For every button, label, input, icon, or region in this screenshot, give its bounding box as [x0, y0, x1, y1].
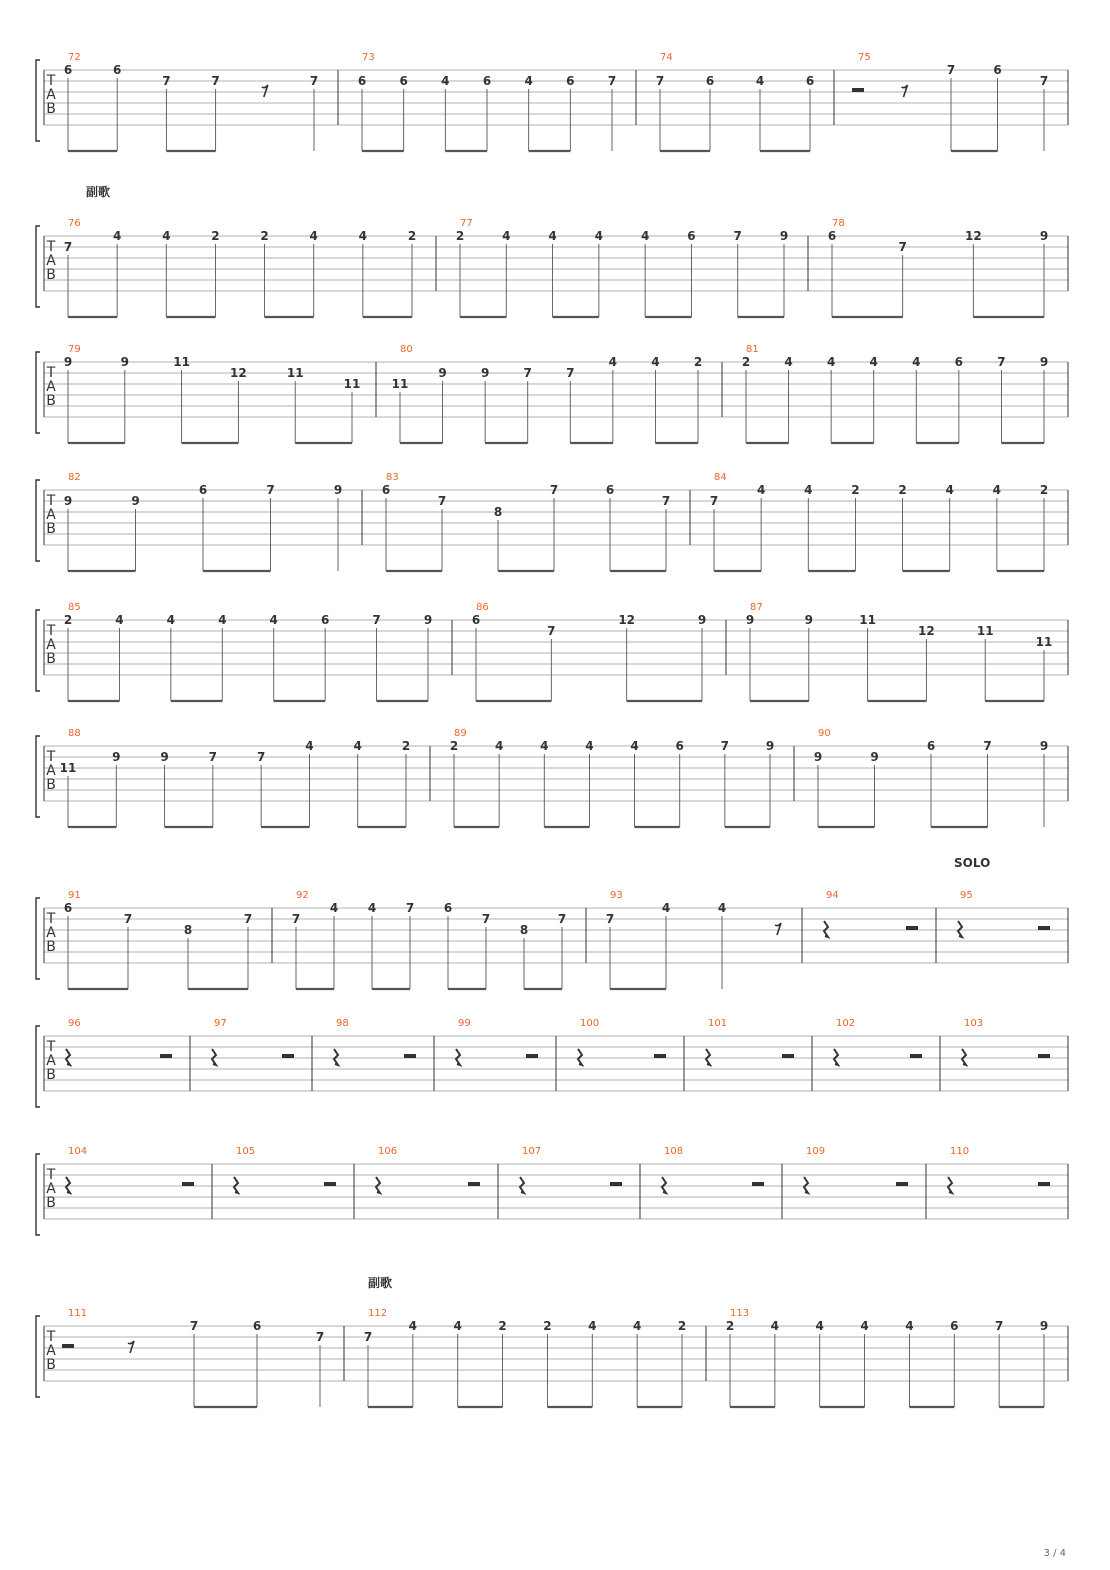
system-bracket: [36, 1316, 40, 1397]
measure-number: 76: [68, 218, 81, 229]
fret-number: 8: [519, 923, 529, 937]
measure-number: 102: [836, 1018, 856, 1029]
fret-number: 6: [113, 63, 122, 77]
fret-number: 7: [162, 74, 171, 88]
fret-number: 2: [851, 483, 860, 497]
fret-number: 12: [918, 624, 935, 638]
fret-number: 6: [399, 74, 408, 88]
fret-number: 4: [548, 229, 557, 243]
half-rest: [182, 1182, 194, 1186]
quarter-rest: [520, 1177, 524, 1193]
fret-number: 7: [291, 912, 301, 926]
tab-clef-letter: A: [46, 253, 56, 269]
tab-clef-letter: A: [46, 1053, 56, 1069]
half-rest: [404, 1054, 416, 1058]
tab-clef-letter: B: [46, 777, 56, 793]
fret-number: 4: [630, 739, 639, 753]
fret-number: 6: [63, 901, 73, 915]
tab-clef-letter: B: [46, 1195, 56, 1211]
fret-number: 9: [438, 366, 447, 380]
fret-number: 4: [869, 355, 878, 369]
fret-number: 7: [309, 74, 319, 88]
tab-clef-letter: A: [46, 1343, 56, 1359]
fret-number: 4: [218, 613, 227, 627]
tab-clef-letter: T: [46, 365, 56, 381]
tab-clef-letter: A: [46, 1181, 56, 1197]
tab-system: [36, 602, 1068, 701]
fret-number: 7: [547, 624, 556, 638]
quarter-rest: [962, 1049, 966, 1065]
fret-number: 9: [120, 355, 129, 369]
fret-number: 6: [357, 74, 367, 88]
tab-clef-letter: A: [46, 637, 56, 653]
measure-number: 73: [362, 52, 375, 63]
measure-number: 80: [400, 344, 413, 355]
fret-number: 2: [401, 739, 411, 753]
fret-number: 4: [770, 1319, 780, 1333]
fret-number: 11: [1035, 635, 1053, 649]
fret-number: 7: [983, 739, 992, 753]
eighth-rest: [902, 85, 908, 97]
fret-number: 7: [607, 74, 617, 88]
system-bracket: [36, 226, 40, 307]
fret-number: 4: [353, 739, 362, 753]
fret-number: 9: [1039, 355, 1049, 369]
tab-clef-letter: A: [46, 925, 56, 941]
fret-number: 6: [805, 74, 815, 88]
half-rest: [852, 88, 864, 92]
half-rest: [282, 1054, 294, 1058]
section-label-chorus-2: 副歌: [368, 1276, 393, 1290]
fret-number: 2: [725, 1319, 735, 1333]
measure-number: 108: [664, 1146, 684, 1157]
measure-number: 104: [68, 1146, 88, 1157]
tab-clef-letter: T: [46, 239, 56, 255]
fret-number: 9: [131, 494, 140, 508]
fret-number: 8: [183, 923, 193, 937]
fret-number: 4: [632, 1319, 642, 1333]
measure-number: 109: [806, 1146, 826, 1157]
quarter-rest: [234, 1177, 238, 1193]
fret-number: 9: [333, 483, 343, 497]
fret-number: 9: [813, 750, 823, 764]
measure-number: 111: [68, 1308, 88, 1319]
tab-clef-letter: A: [46, 507, 56, 523]
measure-number: 82: [68, 472, 81, 483]
measure-number: 98: [336, 1018, 349, 1029]
fret-number: 4: [905, 1319, 914, 1333]
fret-number: 7: [363, 1330, 373, 1344]
fret-number: 2: [1039, 483, 1049, 497]
fret-number: 4: [305, 739, 314, 753]
fret-number: 9: [870, 750, 879, 764]
fret-number: 7: [898, 240, 907, 254]
fret-number: 2: [260, 229, 269, 243]
page-number: 3 / 4: [1043, 1548, 1066, 1559]
fret-number: 2: [455, 229, 465, 243]
system-bracket: [36, 1026, 40, 1107]
fret-number: 4: [309, 229, 318, 243]
fret-number: 4: [115, 613, 124, 627]
fret-number: 9: [160, 750, 169, 764]
section-label-chorus-1: 副歌: [86, 185, 111, 199]
tab-clef-letter: B: [46, 651, 56, 667]
fret-number: 2: [741, 355, 751, 369]
fret-number: 7: [566, 366, 575, 380]
quarter-rest: [456, 1049, 460, 1065]
fret-number: 2: [407, 229, 417, 243]
eighth-rest: [262, 85, 268, 97]
fret-number: 4: [367, 901, 377, 915]
fret-number: 7: [523, 366, 532, 380]
quarter-rest: [376, 1177, 380, 1193]
fret-number: 9: [63, 355, 73, 369]
fret-number: 7: [997, 355, 1006, 369]
fret-number: 9: [804, 613, 813, 627]
measure-number: 75: [858, 52, 871, 63]
fret-number: 9: [697, 613, 707, 627]
fret-number: 9: [1039, 229, 1049, 243]
fret-number: 6: [320, 613, 330, 627]
measure-number: 106: [378, 1146, 398, 1157]
half-rest: [160, 1054, 172, 1058]
fret-number: 7: [256, 750, 266, 764]
fret-number: 4: [594, 229, 604, 243]
fret-number: 2: [449, 739, 459, 753]
half-rest: [782, 1054, 794, 1058]
fret-number: 9: [765, 739, 775, 753]
fret-number: 4: [494, 739, 504, 753]
fret-number: 6: [605, 483, 615, 497]
measure-number: 86: [476, 602, 489, 613]
fret-number: 9: [112, 750, 121, 764]
quarter-rest: [66, 1049, 70, 1065]
system-bracket: [36, 352, 40, 433]
fret-number: 2: [498, 1319, 507, 1333]
quarter-rest: [334, 1049, 338, 1065]
measure-number: 105: [236, 1146, 256, 1157]
tab-system: [36, 52, 1068, 151]
tab-clef-letter: B: [46, 939, 56, 955]
fret-number: 6: [252, 1319, 262, 1333]
tab-clef-letter: B: [46, 393, 56, 409]
half-rest: [896, 1182, 908, 1186]
measure-number: 99: [458, 1018, 471, 1029]
measure-number: 85: [68, 602, 81, 613]
half-rest: [654, 1054, 666, 1058]
fret-number: 4: [358, 229, 368, 243]
fret-number: 4: [992, 483, 1002, 497]
half-rest: [906, 926, 918, 930]
fret-number: 4: [815, 1319, 824, 1333]
measure-number: 78: [832, 218, 845, 229]
tab-clef-letter: T: [46, 1039, 56, 1055]
fret-number: 6: [381, 483, 391, 497]
fret-number: 4: [112, 229, 122, 243]
tab-system: [36, 890, 1068, 989]
half-rest: [752, 1182, 764, 1186]
tab-clef-letter: T: [46, 493, 56, 509]
measure-number: 72: [68, 52, 81, 63]
measure-number: 112: [368, 1308, 388, 1319]
system-bracket: [36, 736, 40, 817]
fret-number: 6: [954, 355, 964, 369]
system-bracket: [36, 480, 40, 561]
tab-clef-letter: T: [46, 73, 56, 89]
fret-number: 7: [709, 494, 719, 508]
fret-number: 6: [443, 901, 453, 915]
fret-number: 11: [976, 624, 994, 638]
half-rest: [324, 1182, 336, 1186]
fret-number: 4: [269, 613, 278, 627]
fret-number: 7: [315, 1330, 325, 1344]
measure-number: 89: [454, 728, 467, 739]
fret-number: 7: [405, 901, 415, 915]
fret-number: 4: [524, 74, 533, 88]
quarter-rest: [66, 1177, 70, 1193]
fret-number: 7: [605, 912, 615, 926]
fret-number: 7: [946, 63, 956, 77]
fret-number: 11: [59, 761, 77, 775]
fret-number: 2: [693, 355, 703, 369]
fret-number: 9: [1039, 739, 1049, 753]
half-rest: [610, 1182, 622, 1186]
measure-number: 90: [818, 728, 831, 739]
quarter-rest: [958, 921, 962, 937]
system-bracket: [36, 610, 40, 691]
measure-number: 110: [950, 1146, 970, 1157]
tab-system: [36, 1146, 1068, 1235]
fret-number: 7: [994, 1319, 1004, 1333]
tab-clef-letter: B: [46, 267, 56, 283]
fret-number: 6: [482, 74, 492, 88]
quarter-rest: [948, 1177, 952, 1193]
fret-number: 4: [453, 1319, 462, 1333]
measure-number: 103: [964, 1018, 984, 1029]
measure-number: 91: [68, 890, 81, 901]
quarter-rest: [834, 1049, 838, 1065]
fret-number: 11: [286, 366, 304, 380]
fret-number: 12: [230, 366, 247, 380]
half-rest: [1038, 1054, 1050, 1058]
fret-number: 7: [63, 240, 73, 254]
tab-clef-letter: T: [46, 1167, 56, 1183]
quarter-rest: [662, 1177, 666, 1193]
tab-clef-letter: T: [46, 749, 56, 765]
measure-number: 100: [580, 1018, 600, 1029]
tab-system: [36, 1018, 1068, 1107]
fret-number: 6: [950, 1319, 959, 1333]
fret-number: 11: [173, 355, 190, 369]
fret-number: 4: [912, 355, 921, 369]
half-rest: [468, 1182, 480, 1186]
quarter-rest: [578, 1049, 582, 1065]
quarter-rest: [706, 1049, 710, 1065]
half-rest: [62, 1344, 74, 1348]
tab-clef-letter: A: [46, 87, 56, 103]
measure-number: 81: [746, 344, 759, 355]
fret-number: 7: [189, 1319, 199, 1333]
fret-number: 6: [63, 63, 73, 77]
quarter-rest: [824, 921, 828, 937]
fret-number: 6: [926, 739, 936, 753]
fret-number: 7: [266, 483, 275, 497]
measure-number: 79: [68, 344, 81, 355]
measure-number: 87: [750, 602, 763, 613]
fret-number: 9: [1039, 1319, 1049, 1333]
measure-number: 107: [522, 1146, 542, 1157]
measure-number: 88: [68, 728, 81, 739]
tab-clef-letter: B: [46, 1357, 56, 1373]
fret-number: 7: [655, 74, 665, 88]
system-bracket: [36, 1154, 40, 1235]
measure-number: 95: [960, 890, 973, 901]
fret-number: 7: [1039, 74, 1049, 88]
fret-number: 4: [162, 229, 171, 243]
measure-number: 84: [714, 472, 727, 483]
half-rest: [526, 1054, 538, 1058]
fret-number: 7: [243, 912, 253, 926]
fret-number: 6: [705, 74, 715, 88]
fret-number: 7: [720, 739, 730, 753]
fret-number: 9: [63, 494, 73, 508]
fret-number: 9: [745, 613, 755, 627]
tab-system: [36, 728, 1068, 827]
fret-number: 4: [588, 1319, 597, 1333]
fret-number: 4: [166, 613, 176, 627]
measure-number: 101: [708, 1018, 728, 1029]
tab-clef-letter: B: [46, 1067, 56, 1083]
fret-number: 6: [198, 483, 208, 497]
measure-number: 94: [826, 890, 839, 901]
quarter-rest: [804, 1177, 808, 1193]
quarter-rest: [212, 1049, 216, 1065]
tab-system: [36, 472, 1068, 571]
fret-number: 4: [661, 901, 671, 915]
fret-number: 7: [211, 74, 220, 88]
fret-number: 2: [677, 1319, 687, 1333]
fret-number: 9: [480, 366, 490, 380]
fret-number: 6: [675, 739, 684, 753]
measure-number: 92: [296, 890, 309, 901]
fret-number: 4: [826, 355, 836, 369]
fret-number: 7: [557, 912, 567, 926]
fret-number: 7: [481, 912, 491, 926]
fret-number: 7: [549, 483, 559, 497]
fret-number: 4: [804, 483, 813, 497]
tab-clef-letter: B: [46, 521, 56, 537]
fret-number: 2: [543, 1319, 552, 1333]
fret-number: 2: [211, 229, 220, 243]
fret-number: 4: [441, 74, 450, 88]
measure-number: 96: [68, 1018, 81, 1029]
eighth-rest: [128, 1341, 134, 1353]
fret-number: 11: [859, 613, 876, 627]
fret-number: 7: [372, 613, 381, 627]
fret-number: 4: [651, 355, 660, 369]
system-bracket: [36, 60, 40, 141]
fret-number: 6: [827, 229, 837, 243]
fret-number: 2: [898, 483, 907, 497]
fret-number: 8: [493, 505, 503, 519]
tab-clef-letter: B: [46, 101, 56, 117]
fret-number: 9: [423, 613, 433, 627]
fret-number: 12: [964, 229, 982, 243]
half-rest: [1038, 926, 1050, 930]
half-rest: [1038, 1182, 1050, 1186]
fret-number: 4: [585, 739, 594, 753]
fret-number: 4: [945, 483, 954, 497]
measure-number: 97: [214, 1018, 227, 1029]
system-bracket: [36, 898, 40, 979]
half-rest: [910, 1054, 922, 1058]
fret-number: 6: [993, 63, 1002, 77]
fret-number: 7: [661, 494, 671, 508]
tab-clef-letter: T: [46, 623, 56, 639]
fret-number: 11: [343, 377, 361, 391]
fret-number: 7: [733, 229, 742, 243]
tab-system: [36, 344, 1068, 443]
fret-number: 4: [540, 739, 549, 753]
tab-clef-letter: A: [46, 379, 56, 395]
fret-number: 4: [329, 901, 339, 915]
tab-clef-letter: T: [46, 911, 56, 927]
fret-number: 9: [779, 229, 789, 243]
fret-number: 4: [756, 483, 766, 497]
measure-number: 93: [610, 890, 623, 901]
fret-number: 7: [437, 494, 447, 508]
tab-clef-letter: T: [46, 1329, 56, 1345]
fret-number: 12: [618, 613, 636, 627]
fret-number: 4: [502, 229, 511, 243]
fret-number: 4: [755, 74, 765, 88]
fret-number: 4: [717, 901, 727, 915]
eighth-rest: [775, 923, 781, 935]
measure-number: 74: [660, 52, 673, 63]
fret-number: 4: [784, 355, 793, 369]
fret-number: 2: [63, 613, 73, 627]
tab-clef-letter: A: [46, 763, 56, 779]
fret-number: 4: [640, 229, 650, 243]
measure-number: 83: [386, 472, 399, 483]
section-label-solo: SOLO: [954, 856, 991, 870]
tab-system: [36, 1308, 1068, 1407]
fret-number: 6: [471, 613, 481, 627]
fret-number: 7: [208, 750, 218, 764]
fret-number: 6: [566, 74, 575, 88]
fret-number: 4: [860, 1319, 869, 1333]
measure-number: 113: [730, 1308, 750, 1319]
measure-number: 77: [460, 218, 473, 229]
fret-number: 4: [608, 355, 618, 369]
fret-number: 11: [391, 377, 409, 391]
tab-system: [36, 218, 1068, 317]
fret-number: 4: [408, 1319, 418, 1333]
fret-number: 6: [687, 229, 696, 243]
fret-number: 7: [123, 912, 133, 926]
